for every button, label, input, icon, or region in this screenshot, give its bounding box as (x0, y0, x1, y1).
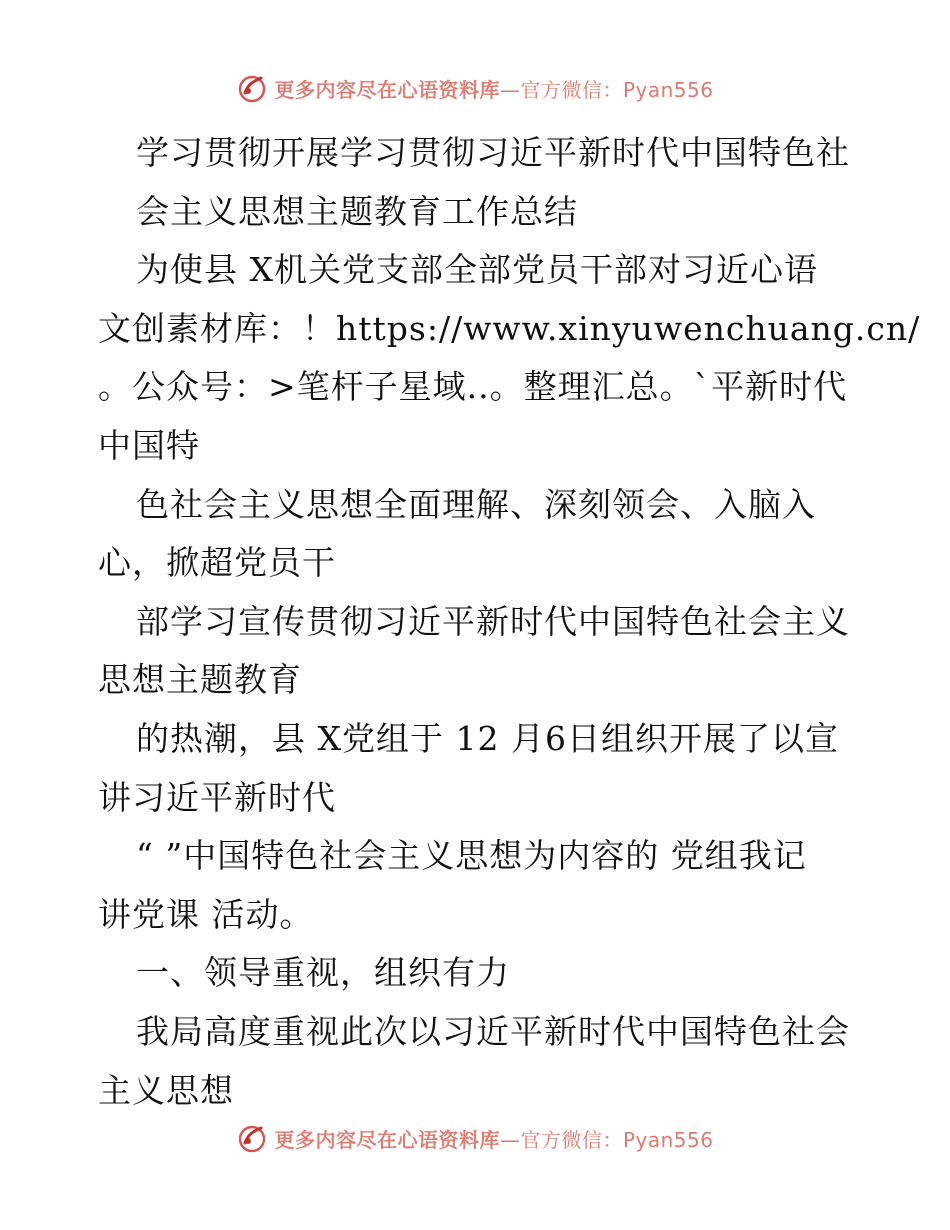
body-line: 学习贯彻开展学习贯彻习近平新时代中国特色社 (136, 133, 850, 172)
body-line: 中国特 (98, 425, 200, 465)
body-line: 。公众号：>笔杆子星域..。整理汇总。`平新时代 (98, 367, 848, 407)
body-line: 会主义思想主题教育工作总结 (136, 191, 578, 231)
footer-banner (0, 1122, 950, 1154)
body-line: 为使县 X机关党支部全部党员干部对习近心语 (136, 250, 818, 290)
footer-banner-text: 更多内容尽在心语资料库—官方微信：Pyan556 (274, 1127, 714, 1152)
body-line: 的热潮，县 X党组于 12 月6日组织开展了以宣 (136, 718, 839, 758)
document-body (98, 124, 921, 1120)
body-line: 思想主题教育 (98, 660, 302, 700)
body-line: 讲党课 活动。 (98, 894, 314, 934)
body-line: 讲习近平新时代 (98, 777, 336, 817)
brush-seal-icon (236, 1122, 268, 1154)
section-heading: 一、领导重视，组织有力 (136, 953, 510, 993)
body-line: 文创素材库：！https://www.xinyuwenchuang.cn/ (98, 308, 921, 348)
body-line: “ ”中国特色社会主义思想为内容的 党组我记 (136, 836, 807, 876)
body-line: 我局高度重视此次以习近平新时代中国特色社会 (136, 1011, 850, 1051)
body-line: 心，掀超党员干 (98, 543, 336, 583)
body-line: 主义思想 (98, 1070, 234, 1110)
brush-seal-icon (236, 72, 268, 104)
header-banner (0, 72, 950, 104)
header-banner-text: 更多内容尽在心语资料库—官方微信：Pyan556 (274, 77, 714, 102)
body-line: 色社会主义思想全面理解、深刻领会、入脑入 (136, 484, 816, 524)
body-line: 部学习宣传贯彻习近平新时代中国特色社会主义 (136, 601, 850, 641)
